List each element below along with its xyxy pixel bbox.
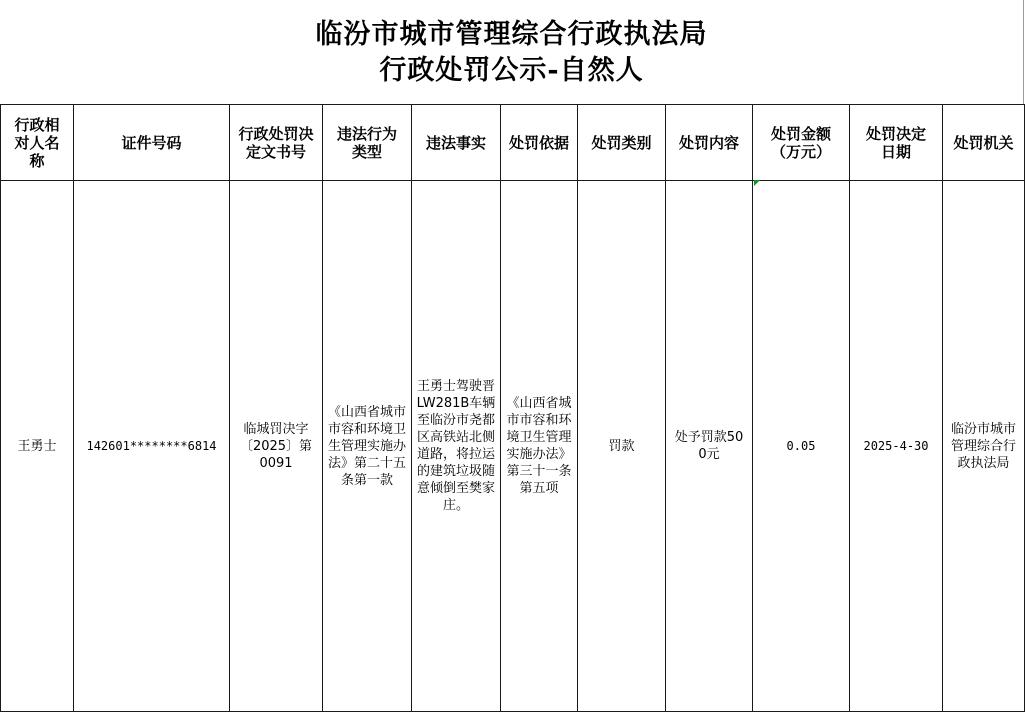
header-content[interactable] xyxy=(666,105,753,181)
header-violation-fact[interactable] xyxy=(412,105,501,181)
cell-violation-fact[interactable] xyxy=(412,181,501,712)
amount-value: 0.05 xyxy=(786,438,816,453)
decision-no-value: 临城罚决字〔2025〕第0091 xyxy=(239,421,313,471)
title-cell[interactable] xyxy=(0,0,1024,105)
authority-value: 临汾市城市管理综合行政执法局 xyxy=(950,421,1016,471)
cell-amount[interactable] xyxy=(753,181,850,712)
header-category[interactable] xyxy=(578,105,666,181)
cell-basis[interactable] xyxy=(501,181,578,712)
party-name-value: 王勇士 xyxy=(17,438,57,454)
category-value: 罚款 xyxy=(608,438,635,454)
header-amount[interactable] xyxy=(753,105,850,181)
header-decision-date[interactable] xyxy=(850,105,943,181)
violation-type-value: 《山西省城市市容和环境卫生管理实施办法》第二十五条第一款 xyxy=(327,404,406,488)
header-category-label: 处罚类别 xyxy=(591,133,652,152)
header-party-name[interactable] xyxy=(1,105,74,181)
header-basis[interactable] xyxy=(501,105,578,181)
header-content-label: 处罚内容 xyxy=(678,133,739,152)
header-decision-no-label: 行政处罚决定文书号 xyxy=(238,124,314,161)
cell-content[interactable] xyxy=(666,181,753,712)
basis-value: 《山西省城市市容和环境卫生管理实施办法》第三十一条第五项 xyxy=(506,396,572,496)
header-violation-type-label: 违法行为类型 xyxy=(336,124,397,161)
header-violation-type[interactable] xyxy=(323,105,412,181)
header-row xyxy=(1,105,1025,181)
header-party-name-label: 行政相对人名称 xyxy=(14,115,60,170)
id-number-value: 142601********6814 xyxy=(86,438,217,453)
cell-category[interactable] xyxy=(578,181,666,712)
cell-decision-no[interactable] xyxy=(230,181,323,712)
header-decision-date-label: 处罚决定日期 xyxy=(865,124,926,161)
header-id-number-label: 证件号码 xyxy=(121,133,182,152)
table-row xyxy=(1,181,1025,712)
header-basis-label: 处罚依据 xyxy=(508,133,569,152)
page-title: 临汾市城市管理综合行政执法局 xyxy=(315,18,708,50)
cell-violation-type[interactable] xyxy=(323,181,412,712)
header-amount-label: 处罚金额（万元） xyxy=(770,124,831,161)
header-violation-fact-label: 违法事实 xyxy=(425,133,486,152)
cell-party-name[interactable] xyxy=(1,181,74,712)
decision-date-value: 2025-4-30 xyxy=(863,438,929,453)
header-authority[interactable] xyxy=(943,105,1025,181)
header-authority-label: 处罚机关 xyxy=(953,133,1014,152)
header-id-number[interactable] xyxy=(74,105,230,181)
cell-id-number[interactable] xyxy=(74,181,230,712)
cell-authority[interactable] xyxy=(943,181,1025,712)
penalty-table xyxy=(0,104,1025,712)
cell-decision-date[interactable] xyxy=(850,181,943,712)
header-decision-no[interactable] xyxy=(230,105,323,181)
page-subtitle: 行政处罚公示-自然人 xyxy=(379,54,644,86)
content-value: 处予罚款500元 xyxy=(674,430,744,462)
violation-fact-value: 王勇士驾驶晋LW281B车辆至临汾市尧都区高铁站北侧道路，将拉运的建筑垃圾随意倾倒至樊家庄。 xyxy=(416,379,496,513)
cell-comment-marker xyxy=(754,180,760,186)
